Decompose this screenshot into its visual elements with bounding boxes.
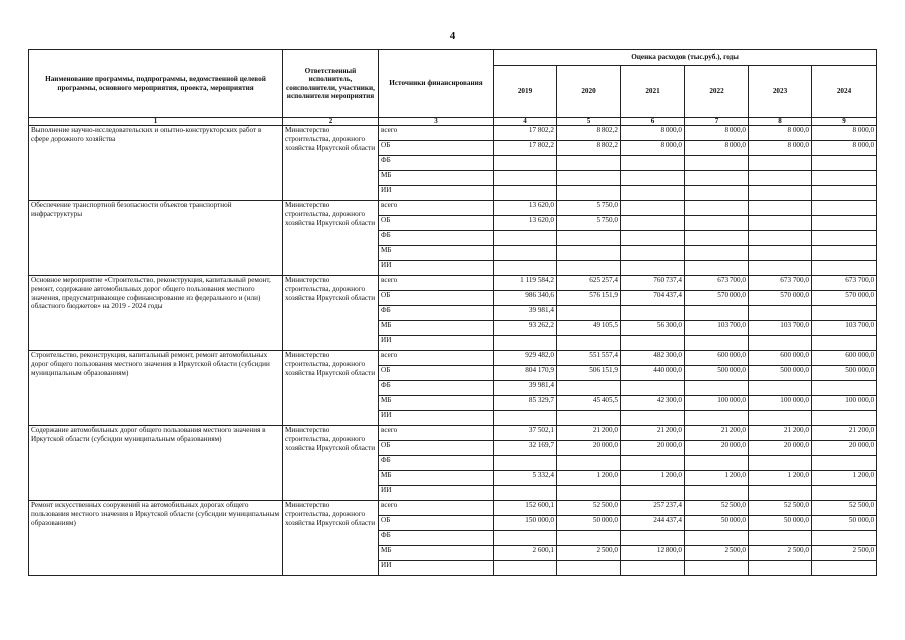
cost-value (812, 381, 877, 396)
cost-value (812, 231, 877, 246)
cost-value (557, 261, 621, 276)
cost-value: 2 600,1 (494, 546, 557, 561)
cost-value (621, 531, 685, 546)
cost-value: 2 500,0 (749, 546, 812, 561)
col-number: 4 (494, 118, 557, 126)
cost-value: 17 802,2 (494, 141, 557, 156)
cost-value: 52 500,0 (749, 501, 812, 516)
table-row (29, 126, 877, 141)
header-source: Источники финансирования (379, 50, 494, 118)
cost-value (685, 171, 749, 186)
cost-value: 100 000,0 (749, 396, 812, 411)
cost-value: 8 000,0 (749, 141, 812, 156)
cost-value (557, 156, 621, 171)
cost-value: 20 000,0 (749, 441, 812, 456)
funding-source: ОБ (379, 441, 494, 456)
cost-value (494, 186, 557, 201)
cost-value: 103 700,0 (685, 321, 749, 336)
cost-value (494, 171, 557, 186)
cost-value: 570 000,0 (685, 291, 749, 306)
cost-value: 500 000,0 (749, 366, 812, 381)
cost-value (812, 531, 877, 546)
cost-value: 600 000,0 (685, 351, 749, 366)
cost-value: 5 332,4 (494, 471, 557, 486)
cost-value: 39 981,4 (494, 306, 557, 321)
cost-value (494, 261, 557, 276)
cost-value: 804 170,9 (494, 366, 557, 381)
cost-value (621, 231, 685, 246)
cost-value: 576 151,9 (557, 291, 621, 306)
cost-value: 1 200,0 (685, 471, 749, 486)
cost-value (621, 336, 685, 351)
cost-value: 42 300,0 (621, 396, 685, 411)
cost-value (749, 381, 812, 396)
cost-value: 8 000,0 (621, 141, 685, 156)
cost-value (749, 171, 812, 186)
cost-value (749, 261, 812, 276)
cost-value: 5 750,0 (557, 201, 621, 216)
cost-value: 21 200,0 (557, 426, 621, 441)
cost-value (749, 531, 812, 546)
table-body (29, 126, 877, 576)
cost-value: 152 600,1 (494, 501, 557, 516)
funding-source: ИИ (379, 186, 494, 201)
cost-value (749, 156, 812, 171)
cost-value (749, 306, 812, 321)
cost-value: 929 482,0 (494, 351, 557, 366)
cost-value (749, 201, 812, 216)
header-cost-group: Оценка расходов (тыс.руб.), годы (494, 50, 877, 66)
funding-source: ФБ (379, 231, 494, 246)
cost-value: 244 437,4 (621, 516, 685, 531)
cost-value: 1 119 584,2 (494, 276, 557, 291)
cost-value: 986 340,6 (494, 291, 557, 306)
table-row (29, 501, 877, 516)
cost-value: 1 200,0 (749, 471, 812, 486)
cost-value: 50 000,0 (685, 516, 749, 531)
cost-value (749, 561, 812, 576)
cost-value: 2 500,0 (812, 546, 877, 561)
cost-value: 93 262,2 (494, 321, 557, 336)
cost-value (494, 411, 557, 426)
cost-value (685, 261, 749, 276)
funding-source: ИИ (379, 336, 494, 351)
cost-value: 8 802,2 (557, 141, 621, 156)
cost-value: 13 620,0 (494, 201, 557, 216)
cost-value: 17 802,2 (494, 126, 557, 141)
col-number: 6 (621, 118, 685, 126)
table-row (29, 276, 877, 291)
cost-value: 704 437,4 (621, 291, 685, 306)
responsible-executor: Министерство строительства, дорожного хозяйства Иркутской области (283, 126, 379, 201)
cost-value (621, 456, 685, 471)
cost-value (494, 486, 557, 501)
funding-source: ФБ (379, 456, 494, 471)
responsible-executor: Министерство строительства, дорожного хозяйства Иркутской области (283, 501, 379, 576)
cost-value (685, 201, 749, 216)
cost-value (685, 306, 749, 321)
table-row (29, 201, 877, 216)
cost-value (812, 306, 877, 321)
cost-value: 50 000,0 (557, 516, 621, 531)
cost-value (749, 186, 812, 201)
funding-source: МБ (379, 246, 494, 261)
funding-source: ФБ (379, 306, 494, 321)
cost-value (621, 486, 685, 501)
funding-source: ИИ (379, 411, 494, 426)
cost-value (685, 411, 749, 426)
funding-source: всего (379, 126, 494, 141)
cost-value: 20 000,0 (685, 441, 749, 456)
funding-source: ОБ (379, 141, 494, 156)
cost-value: 150 000,0 (494, 516, 557, 531)
cost-value (494, 561, 557, 576)
col-number: 1 (29, 118, 283, 126)
cost-value (621, 246, 685, 261)
cost-value (749, 336, 812, 351)
cost-value: 600 000,0 (749, 351, 812, 366)
cost-value (557, 486, 621, 501)
cost-value (812, 201, 877, 216)
funding-source: МБ (379, 471, 494, 486)
header-name: Наименование программы, подпрограммы, ведомственной целевой программы, основного мероприятия, проекта, мероприятия (29, 50, 283, 118)
header-year: 2021 (621, 66, 685, 118)
cost-value: 673 700,0 (749, 276, 812, 291)
cost-value: 570 000,0 (812, 291, 877, 306)
cost-value: 8 000,0 (685, 126, 749, 141)
funding-source: ФБ (379, 156, 494, 171)
cost-value: 21 200,0 (812, 426, 877, 441)
cost-value: 673 700,0 (685, 276, 749, 291)
cost-value (557, 336, 621, 351)
cost-value: 8 802,2 (557, 126, 621, 141)
budget-table (28, 49, 877, 576)
cost-value: 600 000,0 (812, 351, 877, 366)
cost-value: 103 700,0 (749, 321, 812, 336)
cost-value (494, 156, 557, 171)
cost-value (557, 531, 621, 546)
cost-value (749, 246, 812, 261)
cost-value: 103 700,0 (812, 321, 877, 336)
cost-value (494, 246, 557, 261)
cost-value (621, 381, 685, 396)
cost-value: 49 105,5 (557, 321, 621, 336)
funding-source: ФБ (379, 531, 494, 546)
col-number: 3 (379, 118, 494, 126)
cost-value: 500 000,0 (685, 366, 749, 381)
cost-value (557, 246, 621, 261)
cost-value (557, 186, 621, 201)
responsible-executor: Министерство строительства, дорожного хозяйства Иркутской области (283, 426, 379, 501)
cost-value (812, 186, 877, 201)
col-number: 7 (685, 118, 749, 126)
activity-name: Строительство, реконструкция, капитальный ремонт, ремонт автомобильных дорог общего пользования местного значения в Иркутской области (субсидии муниципальным образованиям) (29, 351, 283, 426)
activity-name: Выполнение научно-исследовательских и опытно-конструкторских работ в сфере дорожного хозяйства (29, 126, 283, 201)
cost-value: 570 000,0 (749, 291, 812, 306)
cost-value (812, 156, 877, 171)
funding-source: МБ (379, 396, 494, 411)
cost-value (685, 381, 749, 396)
cost-value (812, 411, 877, 426)
cost-value (621, 186, 685, 201)
col-number: 8 (749, 118, 812, 126)
cost-value (749, 411, 812, 426)
cost-value: 100 000,0 (812, 396, 877, 411)
cost-value (812, 336, 877, 351)
cost-value (557, 561, 621, 576)
funding-source: всего (379, 351, 494, 366)
cost-value (557, 231, 621, 246)
cost-value: 56 300,0 (621, 321, 685, 336)
cost-value: 760 737,4 (621, 276, 685, 291)
cost-value (557, 411, 621, 426)
cost-value: 52 500,0 (557, 501, 621, 516)
cost-value: 21 200,0 (685, 426, 749, 441)
cost-value: 8 000,0 (621, 126, 685, 141)
cost-value (621, 306, 685, 321)
cost-value: 482 300,0 (621, 351, 685, 366)
cost-value (557, 456, 621, 471)
cost-value (557, 306, 621, 321)
header-year: 2019 (494, 66, 557, 118)
cost-value (685, 486, 749, 501)
cost-value (557, 381, 621, 396)
header-responsible: Ответственный исполнитель, соисполнители, участники, исполнители мероприятия (283, 50, 379, 118)
cost-value: 2 500,0 (685, 546, 749, 561)
cost-value: 45 405,5 (557, 396, 621, 411)
cost-value: 52 500,0 (685, 501, 749, 516)
cost-value: 85 329,7 (494, 396, 557, 411)
cost-value: 8 000,0 (749, 126, 812, 141)
cost-value (685, 531, 749, 546)
cost-value (494, 336, 557, 351)
funding-source: ИИ (379, 486, 494, 501)
funding-source: всего (379, 426, 494, 441)
cost-value: 100 000,0 (685, 396, 749, 411)
cost-value: 12 800,0 (621, 546, 685, 561)
cost-value (621, 171, 685, 186)
cost-value (685, 561, 749, 576)
cost-value: 8 000,0 (812, 126, 877, 141)
col-number: 5 (557, 118, 621, 126)
responsible-executor: Министерство строительства, дорожного хозяйства Иркутской области (283, 276, 379, 351)
cost-value: 5 750,0 (557, 216, 621, 231)
cost-value (621, 201, 685, 216)
cost-value: 506 151,9 (557, 366, 621, 381)
cost-value (749, 486, 812, 501)
cost-value (749, 456, 812, 471)
cost-value: 1 200,0 (621, 471, 685, 486)
cost-value: 20 000,0 (557, 441, 621, 456)
cost-value (812, 561, 877, 576)
responsible-executor: Министерство строительства, дорожного хозяйства Иркутской области (283, 201, 379, 276)
cost-value: 20 000,0 (812, 441, 877, 456)
cost-value: 8 000,0 (685, 141, 749, 156)
funding-source: ОБ (379, 216, 494, 231)
cost-value (812, 486, 877, 501)
cost-value (749, 231, 812, 246)
header-year: 2022 (685, 66, 749, 118)
cost-value (494, 456, 557, 471)
cost-value (494, 531, 557, 546)
funding-source: всего (379, 501, 494, 516)
activity-name: Основное мероприятие «Строительство, реконструкция, капитальный ремонт, ремонт, содержание автомобильных дорог общего пользования местного значения, предусматривающее софинансирование из федерального и (или) областного бюджетов» на 2019 - 2024 годы (29, 276, 283, 351)
cost-value: 673 700,0 (812, 276, 877, 291)
header-year: 2023 (749, 66, 812, 118)
funding-source: ИИ (379, 561, 494, 576)
funding-source: всего (379, 201, 494, 216)
funding-source: ОБ (379, 366, 494, 381)
col-number: 2 (283, 118, 379, 126)
cost-value: 2 500,0 (557, 546, 621, 561)
cost-value: 50 000,0 (812, 516, 877, 531)
cost-value: 39 981,4 (494, 381, 557, 396)
cost-value: 52 500,0 (812, 501, 877, 516)
cost-value: 1 200,0 (557, 471, 621, 486)
cost-value (812, 216, 877, 231)
funding-source: всего (379, 276, 494, 291)
cost-value (812, 261, 877, 276)
cost-value (621, 561, 685, 576)
cost-value: 37 502,1 (494, 426, 557, 441)
cost-value (685, 186, 749, 201)
cost-value (812, 456, 877, 471)
cost-value (812, 246, 877, 261)
cost-value: 551 557,4 (557, 351, 621, 366)
activity-name: Ремонт искусственных сооружений на автомобильных дорогах общего пользования местного значения в Иркутской области (субсидии муниципальным образованиям) (29, 501, 283, 576)
funding-source: МБ (379, 546, 494, 561)
responsible-executor: Министерство строительства, дорожного хозяйства Иркутской области (283, 351, 379, 426)
cost-value (685, 456, 749, 471)
table-row (29, 351, 877, 366)
cost-value (685, 216, 749, 231)
cost-value: 13 620,0 (494, 216, 557, 231)
cost-value (812, 171, 877, 186)
cost-value: 8 000,0 (812, 141, 877, 156)
funding-source: ОБ (379, 516, 494, 531)
cost-value: 32 169,7 (494, 441, 557, 456)
funding-source: ОБ (379, 291, 494, 306)
cost-value (685, 246, 749, 261)
cost-value: 625 257,4 (557, 276, 621, 291)
activity-name: Обеспечение транспортной безопасности объектов транспортной инфраструктуры (29, 201, 283, 276)
cost-value: 50 000,0 (749, 516, 812, 531)
header-year: 2020 (557, 66, 621, 118)
cost-value: 257 237,4 (621, 501, 685, 516)
cost-value (685, 231, 749, 246)
activity-name: Содержание автомобильных дорог общего пользования местного значения в Иркутской области (субсидии муниципальным образованиям) (29, 426, 283, 501)
cost-value (621, 156, 685, 171)
page-number: 4 (449, 30, 456, 42)
cost-value: 21 200,0 (621, 426, 685, 441)
cost-value (749, 216, 812, 231)
cost-value (621, 411, 685, 426)
table-row (29, 426, 877, 441)
header-year: 2024 (812, 66, 877, 118)
funding-source: МБ (379, 171, 494, 186)
cost-value (621, 261, 685, 276)
funding-source: ИИ (379, 261, 494, 276)
cost-value: 20 000,0 (621, 441, 685, 456)
cost-value (557, 171, 621, 186)
cost-value: 1 200,0 (812, 471, 877, 486)
cost-value (685, 336, 749, 351)
cost-value (621, 216, 685, 231)
cost-value: 21 200,0 (749, 426, 812, 441)
col-number: 9 (812, 118, 877, 126)
funding-source: ФБ (379, 381, 494, 396)
cost-value: 500 000,0 (812, 366, 877, 381)
funding-source: МБ (379, 321, 494, 336)
cost-value (494, 231, 557, 246)
cost-value: 440 000,0 (621, 366, 685, 381)
cost-value (685, 156, 749, 171)
